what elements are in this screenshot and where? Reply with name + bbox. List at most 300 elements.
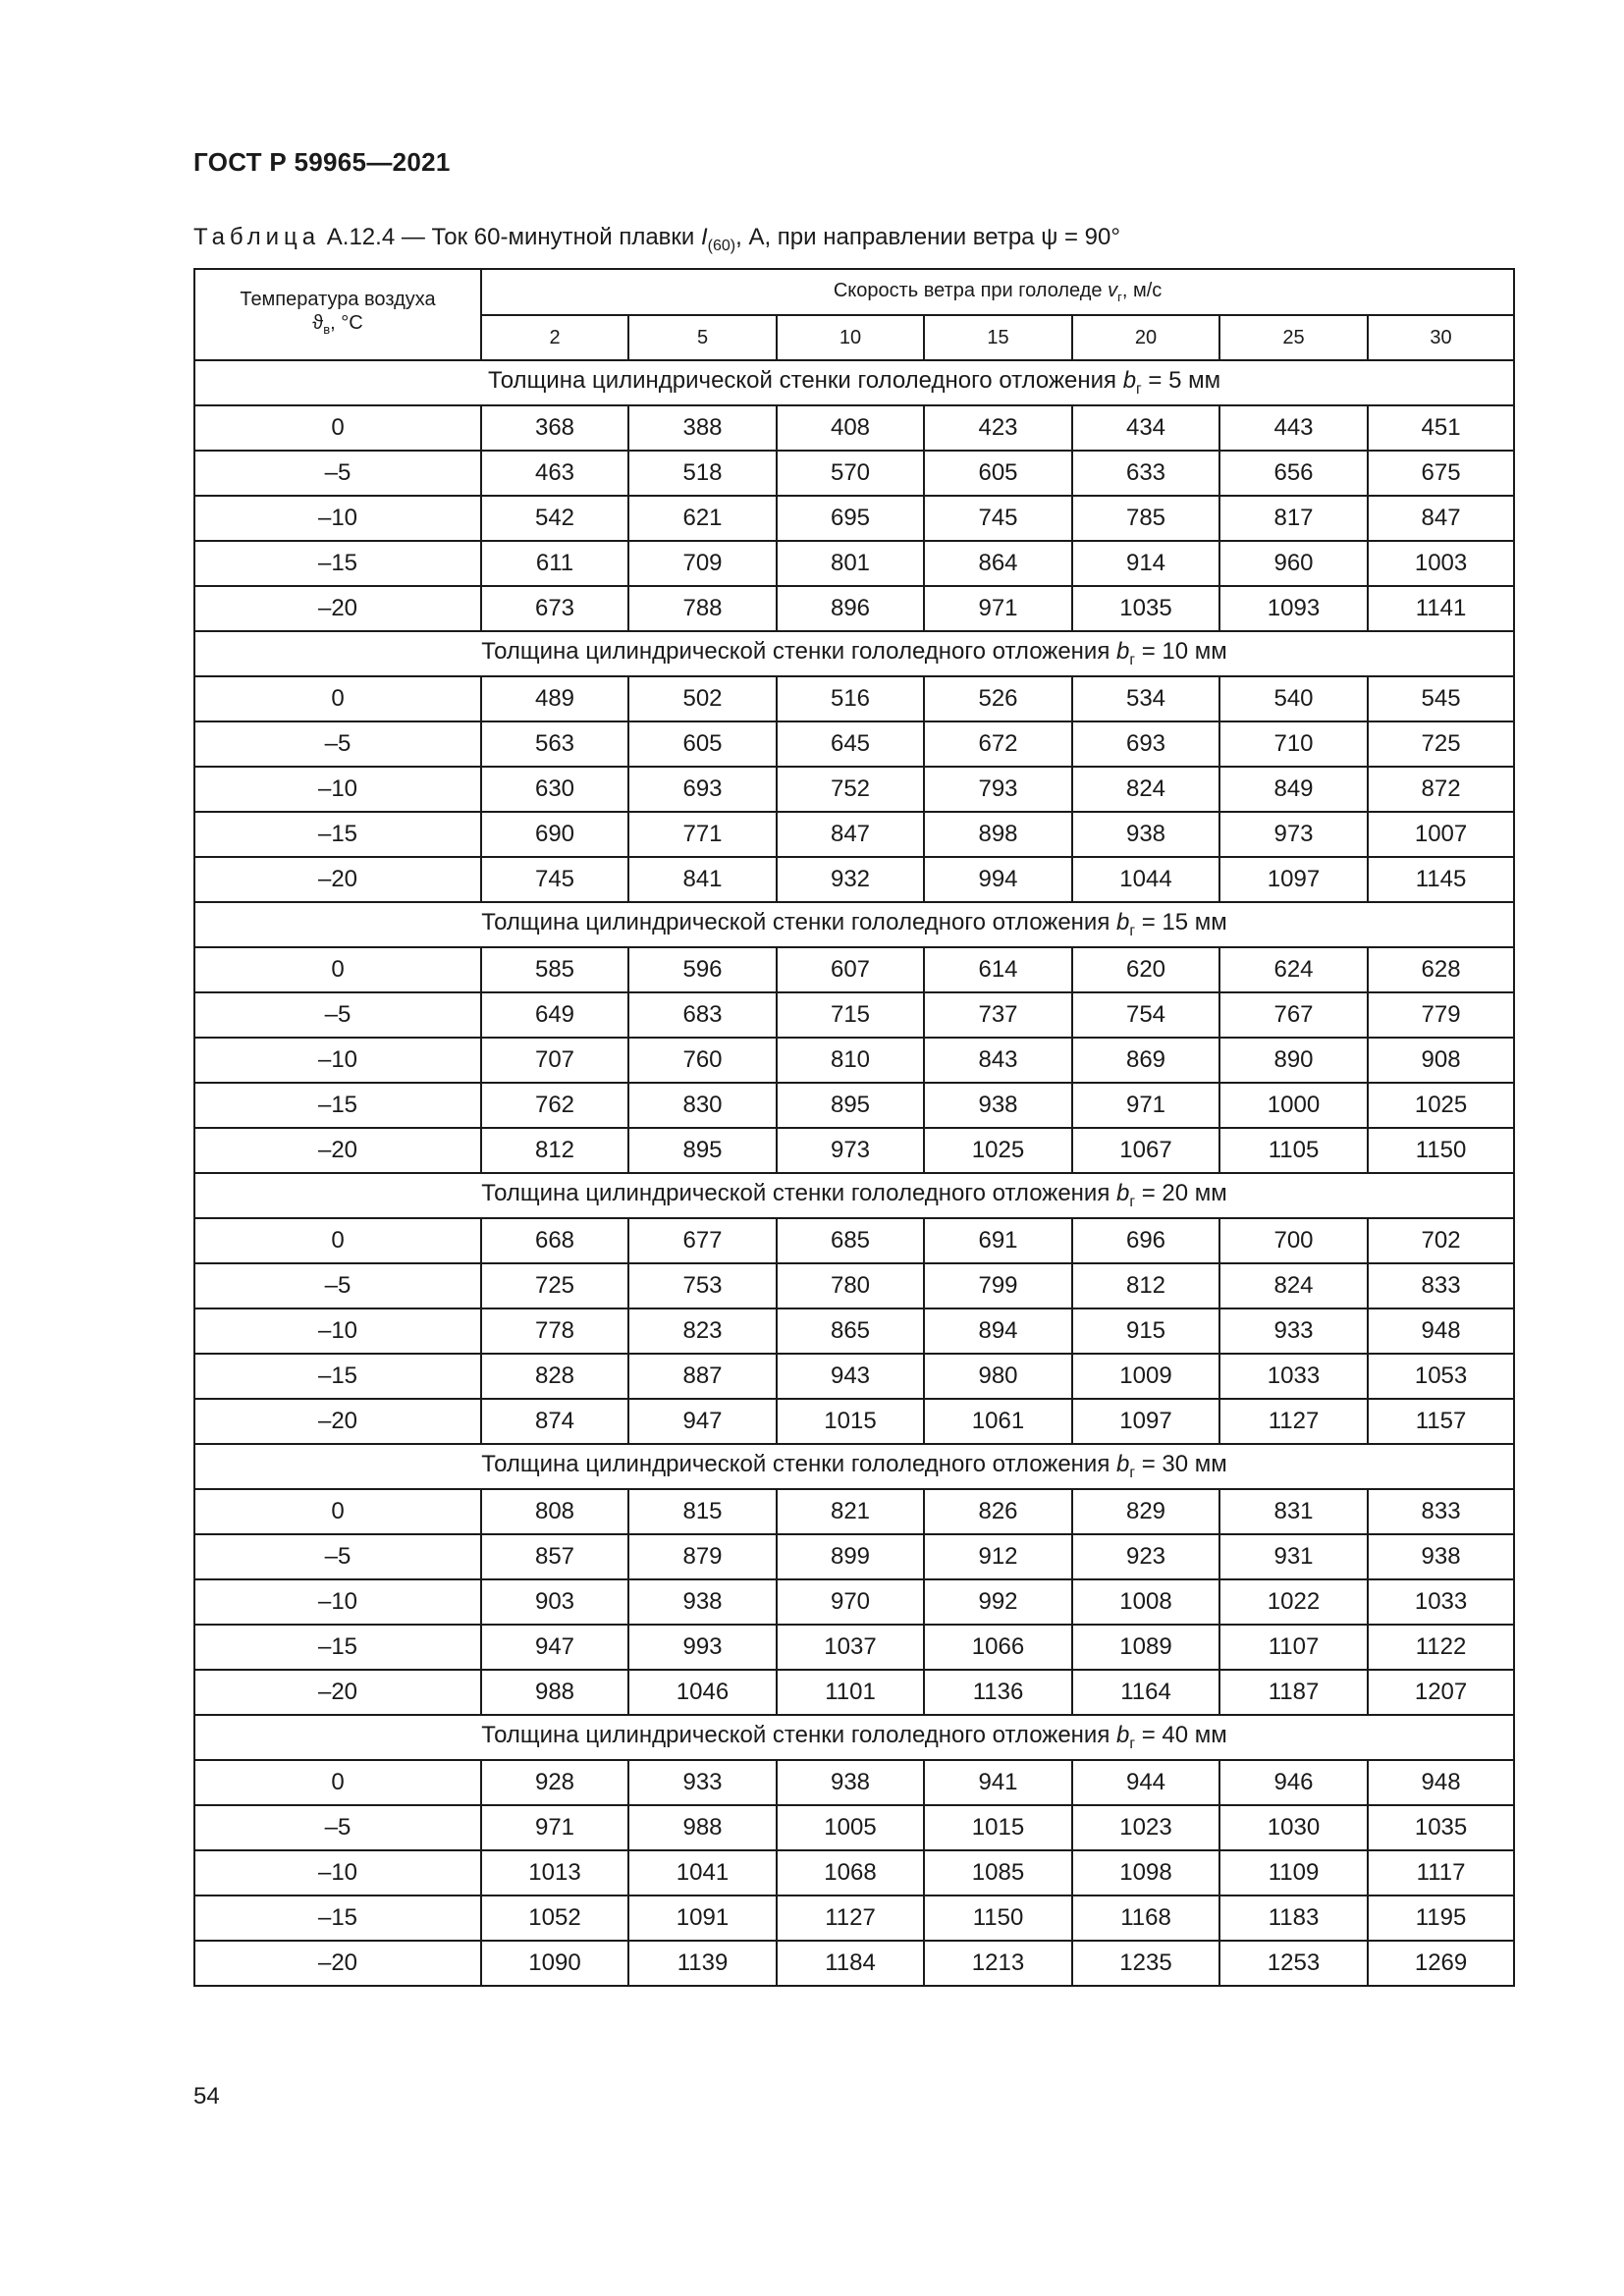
current-value-cell: 1085 [924, 1850, 1072, 1896]
table-row [194, 1083, 1514, 1128]
current-value-cell: 931 [1219, 1534, 1368, 1579]
header-row [194, 269, 1514, 315]
caption-label: Таблица [193, 224, 321, 250]
current-value-cell: 668 [481, 1218, 628, 1263]
current-value-cell: 960 [1219, 541, 1368, 586]
current-value-cell: 833 [1368, 1489, 1514, 1534]
current-value-cell: 1164 [1072, 1670, 1219, 1715]
current-value-cell: 1030 [1219, 1805, 1368, 1850]
current-value-cell: 1187 [1219, 1670, 1368, 1715]
current-value-cell: 1067 [1072, 1128, 1219, 1173]
section-title-var-sub: г [1136, 380, 1142, 398]
speed-header-cell: 20 [1072, 315, 1219, 360]
table-row [194, 1308, 1514, 1354]
section-title-var-sub: г [1129, 1193, 1136, 1210]
current-value-cell: 1093 [1219, 586, 1368, 631]
current-value-cell: 912 [924, 1534, 1072, 1579]
current-value-cell: 1097 [1072, 1399, 1219, 1444]
section-title [194, 1173, 1514, 1218]
table-row [194, 1760, 1514, 1805]
section-title-var: b [1116, 1180, 1130, 1207]
current-value-cell: 656 [1219, 451, 1368, 496]
current-value-cell: 1157 [1368, 1399, 1514, 1444]
current-value-cell: 943 [777, 1354, 924, 1399]
section-title [194, 1444, 1514, 1489]
current-value-cell: 947 [628, 1399, 777, 1444]
wind-speed-header [481, 269, 1514, 315]
current-value-cell: 971 [924, 586, 1072, 631]
current-value-cell: 1033 [1219, 1354, 1368, 1399]
current-value-cell: 1101 [777, 1670, 924, 1715]
current-value-cell: 895 [628, 1128, 777, 1173]
current-value-cell: 1007 [1368, 812, 1514, 857]
section-title-prefix: Толщина цилиндрической стенки гололедного отложения [481, 909, 1117, 936]
current-value-cell: 516 [777, 676, 924, 721]
current-value-cell: 760 [628, 1038, 777, 1083]
temperature-header-label: Температура воздуха [240, 289, 436, 310]
current-value-cell: 1122 [1368, 1625, 1514, 1670]
current-value-cell: 947 [481, 1625, 628, 1670]
table-row [194, 676, 1514, 721]
current-value-cell: 605 [628, 721, 777, 767]
current-value-cell: 1068 [777, 1850, 924, 1896]
current-value-cell: 683 [628, 992, 777, 1038]
section-title-prefix: Толщина цилиндрической стенки гололедного отложения [481, 638, 1117, 666]
temperature-cell: –20 [194, 1399, 481, 1444]
table-row [194, 947, 1514, 992]
table-caption [193, 224, 1120, 255]
table-row [194, 1128, 1514, 1173]
current-value-cell: 624 [1219, 947, 1368, 992]
current-value-cell: 709 [628, 541, 777, 586]
current-table [193, 268, 1515, 1987]
current-value-cell: 596 [628, 947, 777, 992]
current-value-cell: 793 [924, 767, 1072, 812]
current-value-cell: 824 [1219, 1263, 1368, 1308]
current-value-cell: 831 [1219, 1489, 1368, 1534]
temperature-header [194, 269, 481, 360]
temperature-cell: 0 [194, 1218, 481, 1263]
current-value-cell: 1195 [1368, 1896, 1514, 1941]
current-value-cell: 762 [481, 1083, 628, 1128]
temperature-cell: –5 [194, 1534, 481, 1579]
current-value-cell: 890 [1219, 1038, 1368, 1083]
temperature-cell: –10 [194, 1308, 481, 1354]
current-value-cell: 869 [1072, 1038, 1219, 1083]
speed-header-cell: 2 [481, 315, 628, 360]
current-value-cell: 1184 [777, 1941, 924, 1986]
current-value-cell: 928 [481, 1760, 628, 1805]
table-row [194, 1941, 1514, 1986]
current-value-cell: 677 [628, 1218, 777, 1263]
current-value-cell: 754 [1072, 992, 1219, 1038]
current-value-cell: 1109 [1219, 1850, 1368, 1896]
section-title-var-sub: г [1129, 651, 1136, 668]
temperature-cell: –20 [194, 1941, 481, 1986]
current-value-cell: 607 [777, 947, 924, 992]
section-header-row [194, 1715, 1514, 1760]
caption-current-sub: (60) [707, 237, 736, 254]
speed-header-cell: 25 [1219, 315, 1368, 360]
current-value-cell: 1015 [777, 1399, 924, 1444]
current-value-cell: 1035 [1072, 586, 1219, 631]
current-value-cell: 1023 [1072, 1805, 1219, 1850]
current-value-cell: 563 [481, 721, 628, 767]
table-body [194, 360, 1514, 1986]
current-value-cell: 710 [1219, 721, 1368, 767]
current-value-cell: 1139 [628, 1941, 777, 1986]
current-value-cell: 915 [1072, 1308, 1219, 1354]
current-value-cell: 502 [628, 676, 777, 721]
current-value-cell: 1046 [628, 1670, 777, 1715]
current-value-cell: 1008 [1072, 1579, 1219, 1625]
section-title-var-sub: г [1129, 922, 1136, 939]
current-value-cell: 534 [1072, 676, 1219, 721]
temperature-cell: –5 [194, 1805, 481, 1850]
table-row [194, 1670, 1514, 1715]
table-row [194, 586, 1514, 631]
current-value-cell: 696 [1072, 1218, 1219, 1263]
current-value-cell: 518 [628, 451, 777, 496]
temperature-cell: –5 [194, 992, 481, 1038]
section-title-suffix: = 5 мм [1141, 367, 1221, 395]
section-title-suffix: = 20 мм [1135, 1180, 1227, 1207]
section-title-var: b [1116, 1451, 1130, 1478]
current-value-cell: 771 [628, 812, 777, 857]
temperature-cell: –10 [194, 1579, 481, 1625]
current-value-cell: 545 [1368, 676, 1514, 721]
current-value-cell: 672 [924, 721, 1072, 767]
current-value-cell: 941 [924, 1760, 1072, 1805]
current-value-cell: 752 [777, 767, 924, 812]
current-value-cell: 812 [1072, 1263, 1219, 1308]
current-value-cell: 874 [481, 1399, 628, 1444]
current-value-cell: 932 [777, 857, 924, 902]
current-value-cell: 707 [481, 1038, 628, 1083]
current-value-cell: 725 [1368, 721, 1514, 767]
current-value-cell: 988 [481, 1670, 628, 1715]
section-title-suffix: = 10 мм [1135, 638, 1227, 666]
current-value-cell: 690 [481, 812, 628, 857]
current-value-cell: 1168 [1072, 1896, 1219, 1941]
section-title-prefix: Толщина цилиндрической стенки гололедного отложения [481, 1722, 1117, 1749]
current-value-cell: 1003 [1368, 541, 1514, 586]
temperature-unit: , °С [330, 312, 363, 334]
temperature-cell: –20 [194, 586, 481, 631]
section-title-suffix: = 30 мм [1135, 1451, 1227, 1478]
current-value-cell: 614 [924, 947, 1072, 992]
current-value-cell: 1015 [924, 1805, 1072, 1850]
current-value-cell: 829 [1072, 1489, 1219, 1534]
current-value-cell: 1022 [1219, 1579, 1368, 1625]
current-value-cell: 605 [924, 451, 1072, 496]
current-value-cell: 923 [1072, 1534, 1219, 1579]
section-title [194, 1715, 1514, 1760]
current-value-cell: 879 [628, 1534, 777, 1579]
current-value-cell: 980 [924, 1354, 1072, 1399]
wind-speed-header-label: Скорость ветра при гололеде [833, 280, 1109, 301]
temperature-cell: 0 [194, 405, 481, 451]
current-value-cell: 948 [1368, 1308, 1514, 1354]
current-value-cell: 973 [777, 1128, 924, 1173]
current-value-cell: 1037 [777, 1625, 924, 1670]
current-value-cell: 779 [1368, 992, 1514, 1038]
table-row [194, 992, 1514, 1038]
current-value-cell: 1127 [1219, 1399, 1368, 1444]
temperature-cell: 0 [194, 676, 481, 721]
temperature-cell: –15 [194, 812, 481, 857]
section-header-row [194, 360, 1514, 405]
current-value-cell: 1098 [1072, 1850, 1219, 1896]
current-value-cell: 540 [1219, 676, 1368, 721]
current-value-cell: 808 [481, 1489, 628, 1534]
table-row [194, 1489, 1514, 1534]
section-header-row [194, 902, 1514, 947]
section-title [194, 902, 1514, 947]
table-row [194, 541, 1514, 586]
temperature-cell: 0 [194, 1489, 481, 1534]
current-value-cell: 753 [628, 1263, 777, 1308]
current-value-cell: 944 [1072, 1760, 1219, 1805]
current-value-cell: 847 [777, 812, 924, 857]
current-value-cell: 1089 [1072, 1625, 1219, 1670]
current-value-cell: 938 [1072, 812, 1219, 857]
current-value-cell: 542 [481, 496, 628, 541]
current-value-cell: 585 [481, 947, 628, 992]
current-value-cell: 1053 [1368, 1354, 1514, 1399]
speed-header-cell: 15 [924, 315, 1072, 360]
wind-speed-var-sub: г [1117, 290, 1122, 304]
temperature-symbol: ϑ [312, 312, 324, 334]
current-value-cell: 849 [1219, 767, 1368, 812]
current-value-cell: 971 [1072, 1083, 1219, 1128]
current-value-cell: 1005 [777, 1805, 924, 1850]
temperature-cell: –15 [194, 1625, 481, 1670]
current-value-cell: 695 [777, 496, 924, 541]
table-row [194, 1263, 1514, 1308]
temperature-cell: –10 [194, 1850, 481, 1896]
current-value-cell: 785 [1072, 496, 1219, 541]
current-value-cell: 1105 [1219, 1128, 1368, 1173]
section-title-var-sub: г [1129, 1735, 1136, 1752]
current-value-cell: 1000 [1219, 1083, 1368, 1128]
current-value-cell: 1041 [628, 1850, 777, 1896]
current-value-cell: 715 [777, 992, 924, 1038]
current-value-cell: 992 [924, 1579, 1072, 1625]
current-value-cell: 971 [481, 1805, 628, 1850]
current-value-cell: 872 [1368, 767, 1514, 812]
current-value-cell: 948 [1368, 1760, 1514, 1805]
table-row [194, 1896, 1514, 1941]
temperature-cell: 0 [194, 1760, 481, 1805]
current-value-cell: 903 [481, 1579, 628, 1625]
current-value-cell: 815 [628, 1489, 777, 1534]
current-value-cell: 1097 [1219, 857, 1368, 902]
table-row [194, 1534, 1514, 1579]
current-value-cell: 843 [924, 1038, 1072, 1083]
table-row [194, 496, 1514, 541]
current-value-cell: 1025 [1368, 1083, 1514, 1128]
document-code: ГОСТ Р 59965—2021 [193, 147, 451, 177]
current-value-cell: 1150 [1368, 1128, 1514, 1173]
current-value-cell: 864 [924, 541, 1072, 586]
current-value-cell: 443 [1219, 405, 1368, 451]
current-value-cell: 621 [628, 496, 777, 541]
current-value-cell: 1127 [777, 1896, 924, 1941]
table-row [194, 1579, 1514, 1625]
current-value-cell: 895 [777, 1083, 924, 1128]
current-value-cell: 693 [628, 767, 777, 812]
current-value-cell: 645 [777, 721, 924, 767]
current-value-cell: 988 [628, 1805, 777, 1850]
current-value-cell: 451 [1368, 405, 1514, 451]
section-title [194, 631, 1514, 676]
section-title [194, 360, 1514, 405]
current-value-cell: 788 [628, 586, 777, 631]
current-value-cell: 810 [777, 1038, 924, 1083]
current-value-cell: 570 [777, 451, 924, 496]
current-value-cell: 933 [1219, 1308, 1368, 1354]
table-row [194, 1218, 1514, 1263]
section-title-var: b [1116, 1722, 1130, 1749]
current-value-cell: 938 [1368, 1534, 1514, 1579]
table-row [194, 1625, 1514, 1670]
section-title-prefix: Толщина цилиндрической стенки гололедного отложения [481, 1180, 1117, 1207]
temperature-symbol-sub: в [323, 322, 331, 337]
speed-header-cell: 10 [777, 315, 924, 360]
current-value-cell: 745 [924, 496, 1072, 541]
current-value-cell: 1035 [1368, 1805, 1514, 1850]
temperature-cell: –20 [194, 857, 481, 902]
section-title-var: b [1122, 367, 1137, 395]
current-value-cell: 630 [481, 767, 628, 812]
table-row [194, 857, 1514, 902]
current-value-cell: 828 [481, 1354, 628, 1399]
current-value-cell: 745 [481, 857, 628, 902]
section-title-suffix: = 15 мм [1135, 909, 1227, 936]
current-value-cell: 821 [777, 1489, 924, 1534]
current-value-cell: 423 [924, 405, 1072, 451]
temperature-cell: –5 [194, 451, 481, 496]
current-value-cell: 1183 [1219, 1896, 1368, 1941]
current-value-cell: 633 [1072, 451, 1219, 496]
current-value-cell: 628 [1368, 947, 1514, 992]
current-value-cell: 675 [1368, 451, 1514, 496]
current-value-cell: 812 [481, 1128, 628, 1173]
current-value-cell: 1150 [924, 1896, 1072, 1941]
current-value-cell: 1253 [1219, 1941, 1368, 1986]
current-value-cell: 1009 [1072, 1354, 1219, 1399]
current-value-cell: 894 [924, 1308, 1072, 1354]
table-row [194, 1805, 1514, 1850]
current-value-cell: 1052 [481, 1896, 628, 1941]
table-row [194, 1399, 1514, 1444]
temperature-cell: –15 [194, 1896, 481, 1941]
table-row [194, 405, 1514, 451]
current-value-cell: 938 [924, 1083, 1072, 1128]
current-value-cell: 368 [481, 405, 628, 451]
section-title-prefix: Толщина цилиндрической стенки гололедного отложения [481, 1451, 1117, 1478]
current-value-cell: 388 [628, 405, 777, 451]
current-value-cell: 685 [777, 1218, 924, 1263]
temperature-cell: –5 [194, 721, 481, 767]
current-value-cell: 408 [777, 405, 924, 451]
temperature-cell: –10 [194, 1038, 481, 1083]
table-row [194, 1038, 1514, 1083]
current-value-cell: 908 [1368, 1038, 1514, 1083]
current-value-cell: 673 [481, 586, 628, 631]
current-value-cell: 737 [924, 992, 1072, 1038]
current-value-cell: 725 [481, 1263, 628, 1308]
section-header-row [194, 1173, 1514, 1218]
current-value-cell: 1033 [1368, 1579, 1514, 1625]
current-value-cell: 1145 [1368, 857, 1514, 902]
current-value-cell: 778 [481, 1308, 628, 1354]
caption-text-after: , А, при направлении ветра ψ = 90° [735, 224, 1120, 250]
current-value-cell: 693 [1072, 721, 1219, 767]
current-value-cell: 700 [1219, 1218, 1368, 1263]
current-value-cell: 1207 [1368, 1670, 1514, 1715]
table-row [194, 451, 1514, 496]
current-value-cell: 691 [924, 1218, 1072, 1263]
current-value-cell: 1025 [924, 1128, 1072, 1173]
current-value-cell: 938 [628, 1579, 777, 1625]
current-value-cell: 833 [1368, 1263, 1514, 1308]
current-value-cell: 993 [628, 1625, 777, 1670]
current-value-cell: 1235 [1072, 1941, 1219, 1986]
current-value-cell: 933 [628, 1760, 777, 1805]
current-value-cell: 847 [1368, 496, 1514, 541]
temperature-cell: –20 [194, 1128, 481, 1173]
current-value-cell: 526 [924, 676, 1072, 721]
current-value-cell: 620 [1072, 947, 1219, 992]
current-value-cell: 946 [1219, 1760, 1368, 1805]
speed-header-cell: 5 [628, 315, 777, 360]
current-value-cell: 799 [924, 1263, 1072, 1308]
current-value-cell: 1044 [1072, 857, 1219, 902]
current-value-cell: 1141 [1368, 586, 1514, 631]
current-value-cell: 841 [628, 857, 777, 902]
current-value-cell: 1090 [481, 1941, 628, 1986]
current-value-cell: 801 [777, 541, 924, 586]
page-number: 54 [193, 2083, 220, 2109]
temperature-cell: –5 [194, 1263, 481, 1308]
current-value-cell: 857 [481, 1534, 628, 1579]
current-value-cell: 824 [1072, 767, 1219, 812]
current-value-cell: 994 [924, 857, 1072, 902]
current-value-cell: 702 [1368, 1218, 1514, 1263]
temperature-cell: 0 [194, 947, 481, 992]
current-value-cell: 938 [777, 1760, 924, 1805]
table-row [194, 1850, 1514, 1896]
current-value-cell: 973 [1219, 812, 1368, 857]
current-value-cell: 1066 [924, 1625, 1072, 1670]
caption-text-before: А.12.4 — Ток 60-минутной плавки [326, 224, 701, 250]
current-value-cell: 1269 [1368, 1941, 1514, 1986]
current-value-cell: 1013 [481, 1850, 628, 1896]
table-row [194, 1354, 1514, 1399]
current-value-cell: 887 [628, 1354, 777, 1399]
current-value-cell: 489 [481, 676, 628, 721]
current-value-cell: 1107 [1219, 1625, 1368, 1670]
current-value-cell: 767 [1219, 992, 1368, 1038]
section-title-prefix: Толщина цилиндрической стенки гололедного отложения [487, 367, 1123, 395]
temperature-cell: –15 [194, 1354, 481, 1399]
section-title-var-sub: г [1129, 1464, 1136, 1481]
section-title-var: b [1116, 638, 1130, 666]
current-value-cell: 817 [1219, 496, 1368, 541]
current-value-cell: 970 [777, 1579, 924, 1625]
